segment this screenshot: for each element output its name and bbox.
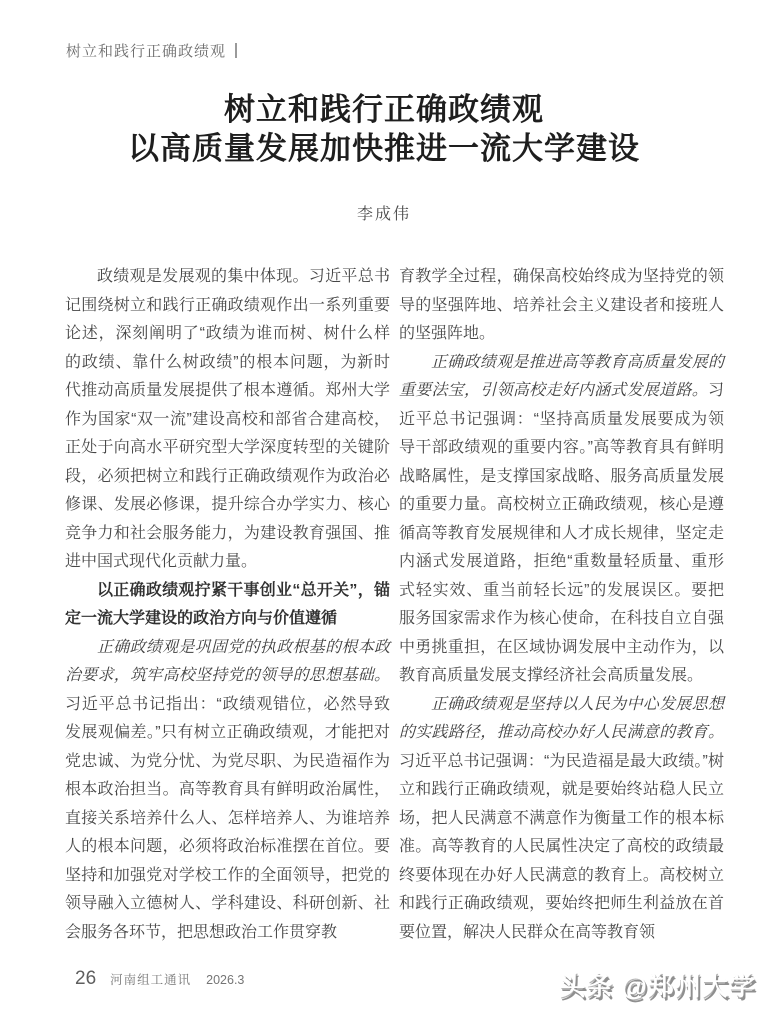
article-title (0, 90, 768, 168)
paragraph-intro: 政绩观是发展观的集中体现。习近平总书记围绕树立和践行正确政绩观作出一系列重要论述，深刻阐明了“政绩为谁而树、树什么样的政绩、靠什么树政绩”的根本问题，为新时代推动高质量发展提供了根本遵循。郑州大学作为国家“双一流”建设高校和部省合建高校，正处于向高水平研究型大学深度转型的关键阶段，必须把树立和践行正确政绩观作为政治必修课、发展必修课，提升综合办学实力、核心竞争力和社会服务能力，为建设教育强国、推进中国式现代化贡献力量。 (65, 268, 390, 570)
paragraph-quality-lead: 正确政绩观是推进高等教育高质量发展的重要法宝，引领高校走好内涵式发展道路。 (399, 353, 724, 399)
paragraph-people-rest: 习近平总书记强调：“为民造福是最大政绩。”树立和践行正确政绩观，就是要始终站稳人民立场，把人民满意不满意作为衡量工作的根本标准。高等教育的人民属性决定了高校的政绩最终要体现在办好人民满意的教育上。高校树立和践行正确政绩观，要始终把师生利益放在首要位置，解决人民群众在高等教育领 (399, 752, 724, 941)
left-column (65, 263, 390, 947)
toutiao-watermark: 头条 @郑州大学 (559, 971, 756, 1001)
article-title-line1: 树立和践行正确政绩观 (224, 92, 544, 127)
right-column (399, 263, 724, 947)
running-head (66, 40, 237, 61)
footer-journal-name: 河南组工通讯 (110, 973, 192, 987)
paragraph-quality (399, 349, 724, 691)
paragraph-politics-continuation: 育教学全过程，确保高校始终成为坚持党的领导的坚强阵地、培养社会主义建设者和接班人的坚强阵地。 (399, 268, 724, 342)
paragraph-politics (65, 634, 390, 948)
section-heading-1: 以正确政绩观拧紧干事创业“总开关”，锚定一流大学建设的政治方向与价值遵循 (65, 581, 390, 627)
paragraph-quality-rest: 习近平总书记强调：“坚持高质量发展要成为领导干部政绩观的重要内容。”高等教育具有鲜明战略属性，是支撑国家战略、服务高质量发展的重要力量。高校树立正确政绩观，核心是遵循高等教育发展规律和人才成长规律，坚定走内涵式发展道路，拒绝“重数量轻质量、重形式轻实效、重当前轻长远”的发展误区。要把服务国家需求作为核心使命，在科技自立自强中勇挑重担，在区域协调发展中主动作为，以教育高质量发展支撑经济社会高质量发展。 (399, 382, 724, 684)
page-footer (75, 968, 244, 990)
running-head-label: 树立和践行正确政绩观 (66, 43, 227, 60)
paragraph-politics-lead: 正确政绩观是巩固党的执政根基的根本政治要求，筑牢高校坚持党的领导的思想基础。 (65, 638, 390, 684)
running-head-divider-bar (235, 43, 237, 58)
paragraph-people-lead: 正确政绩观是坚持以人民为中心发展思想的实践路径，推动高校办好人民满意的教育。 (399, 695, 724, 741)
article-body (65, 263, 724, 947)
footer-page-number: 26 (75, 968, 97, 989)
paragraph-people (399, 691, 724, 948)
paragraph-politics-rest: 习近平总书记指出：“政绩观错位，必然导致发展观偏差。”只有树立正确政绩观，才能把对党忠诚、为党分忧、为党尽职、为民造福作为根本政治担当。高等教育具有鲜明政治属性，直接关系培养什么人、怎样培养人、为谁培养人的根本问题，必须将政治标准摆在首位。要坚持和加强党对学校工作的全面领导，把党的领导融入立德树人、学科建设、科研创新、社会服务各环节，把思想政治工作贯穿教 (65, 695, 390, 941)
article-title-line2: 以高质量发展加快推进一流大学建设 (128, 131, 640, 166)
author-name: 李成伟 (356, 206, 411, 223)
footer-issue-number: 2026.3 (206, 973, 245, 987)
